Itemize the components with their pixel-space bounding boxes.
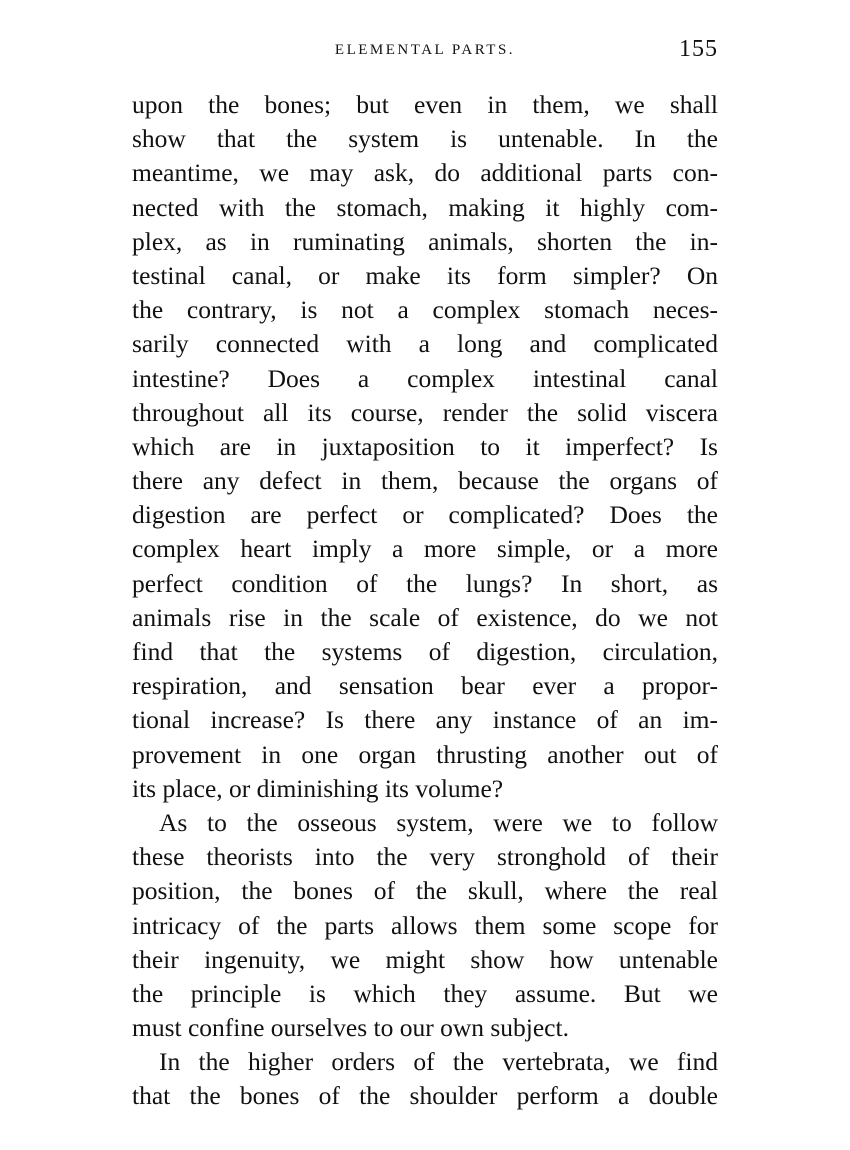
- running-header: [132, 34, 718, 78]
- text-line: intestine? Does a complex intestinal canal: [132, 363, 718, 393]
- text-line: the principle is which they assume. But we: [132, 978, 718, 1008]
- page-number: 155: [679, 36, 718, 62]
- text-line: plex, as in ruminating animals, shorten the in-: [132, 226, 718, 256]
- text-line: complex heart imply a more simple, or a more: [132, 534, 718, 564]
- text-line: digestion are perfect or complicated? Does the: [132, 500, 718, 530]
- text-line: provement in one organ thrusting another out of: [132, 739, 718, 769]
- text-line: its place, or diminishing its volume?: [132, 773, 504, 803]
- text-line: meantime, we may ask, do additional parts con-: [132, 158, 718, 188]
- text-line: sarily connected with a long and complicated: [132, 329, 718, 359]
- text-line: respiration, and sensation bear ever a propor-: [132, 671, 718, 701]
- text-line: nected with the stomach, making it highly com-: [132, 192, 718, 222]
- book-page: [132, 34, 718, 1114]
- text-line: throughout all its course, render the solid viscera: [132, 397, 718, 427]
- text-line: perfect condition of the lungs? In short, as: [132, 568, 718, 598]
- text-line: their ingenuity, we might show how untenable: [132, 944, 718, 974]
- text-line: animals rise in the scale of existence, do we not: [132, 602, 718, 632]
- text-line: show that the system is untenable. In the: [132, 124, 718, 154]
- paragraph-2: [132, 806, 718, 1045]
- running-title: ELEMENTAL PARTS.: [334, 42, 516, 58]
- text-line: In the higher orders of the vertebrata, we find: [159, 1047, 718, 1077]
- text-line: position, the bones of the skull, where the real: [132, 876, 718, 906]
- paragraph-1: [132, 88, 718, 806]
- text-line: intricacy of the parts allows them some scope for: [132, 910, 718, 940]
- body-text: [132, 88, 718, 1114]
- text-line: which are in juxtaposition to it imperfect? Is: [132, 431, 718, 461]
- paragraph-3: [132, 1045, 718, 1113]
- text-line: testinal canal, or make its form simpler? On: [132, 260, 718, 290]
- text-line: the contrary, is not a complex stomach neces-: [132, 295, 718, 325]
- text-line: these theorists into the very stronghold of their: [132, 842, 718, 872]
- text-line: As to the osseous system, were we to follow: [159, 807, 718, 837]
- text-line: upon the bones; but even in them, we shall: [132, 90, 718, 119]
- text-line: must confine ourselves to our own subject.: [132, 1013, 569, 1043]
- text-line: find that the systems of digestion, circulation,: [132, 637, 718, 666]
- text-line: there any defect in them, because the organs of: [132, 466, 718, 496]
- text-line: that the bones of the shoulder perform a double: [132, 1081, 718, 1111]
- text-line: tional increase? Is there any instance of an im-: [132, 705, 718, 735]
